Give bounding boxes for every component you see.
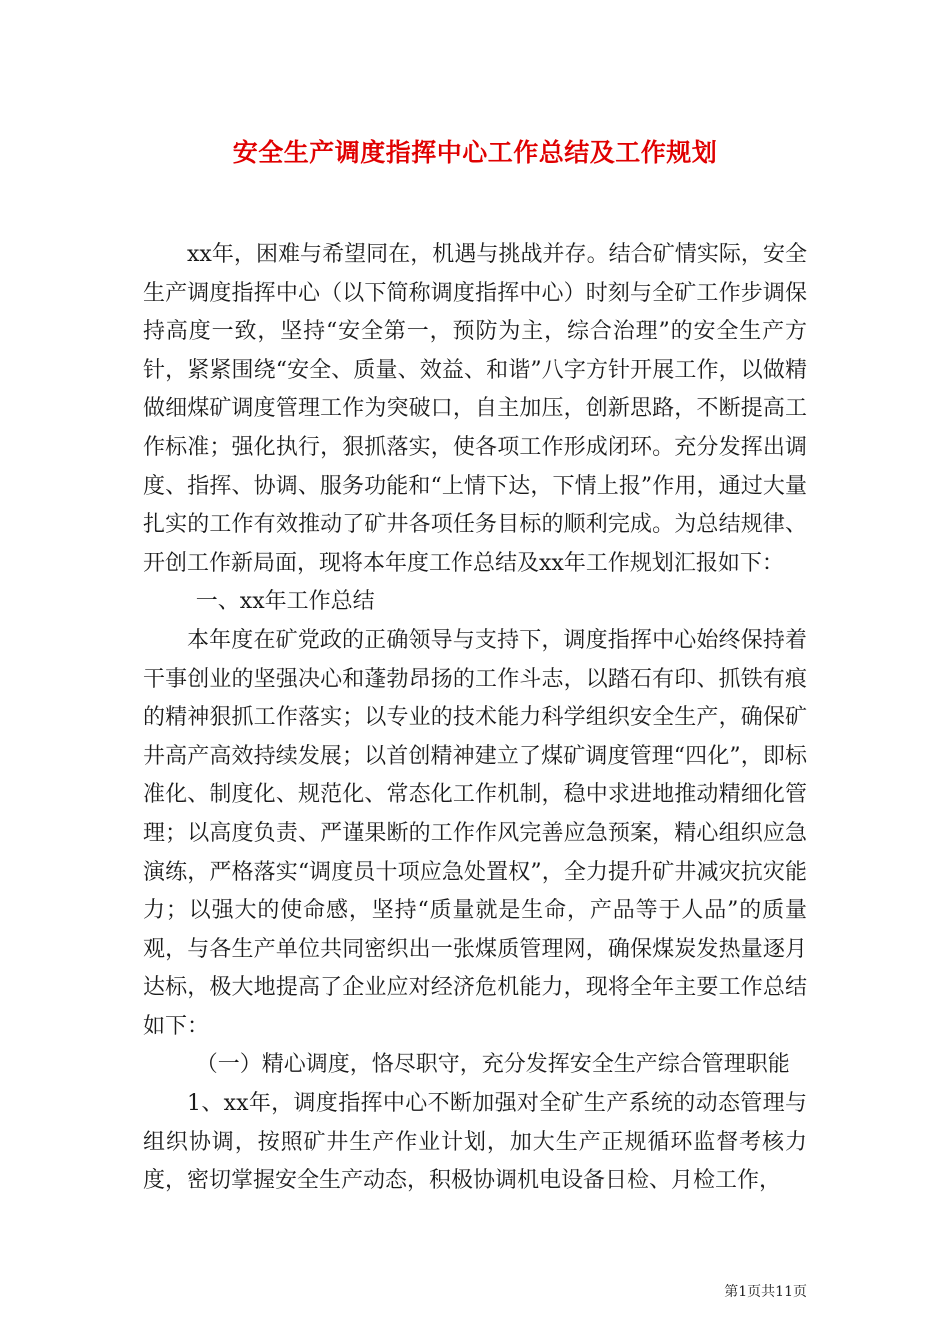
summary-paragraph: 本年度在矿党政的正确领导与支持下，调度指挥中心始终保持着干事创业的坚强决心和蓬勃昂扬的工作斗志，以踏石有印、抓铁有痕的精神狠抓工作落实；以专业的技术能力科学组织安全生产，确保矿井高产高效持续发展；以首创精神建立了煤矿调度管理“四化”，即标准化、制度化、规范化、常态化工作机制，稳中求进地推动精细化管理；以高度负责、严谨果断的工作作风完善应急预案，精心组织应急演练，严格落实“调度员十项应急处置权”，全力提升矿井减灾抗灾能力；以强大的使命感，坚持“质量就是生命，产品等于人品”的质量观，与各生产单位共同密织出一张煤质管理网，确保煤炭发热量逐月达标，极大地提高了企业应对经济危机能力，现将全年主要工作总结如下：: [143, 627, 807, 1039]
section-heading-summary: 一、xx年工作总结: [195, 589, 375, 615]
document-title: 安全生产调度指挥中心工作总结及工作规划: [232, 138, 718, 167]
subsection-heading-dispatch: （一）精心调度，恪尽职守，充分发挥安全生产综合管理职能: [195, 1052, 790, 1078]
item-paragraph-1: 1、xx年，调度指挥中心不断加强对全矿生产系统的动态管理与组织协调，按照矿井生产作业计划，加大生产正规循环监督考核力度，密切掌握安全生产动态，积极协调机电设备日检、月检工作，: [143, 1091, 807, 1194]
page-number: 第1页共11页: [724, 1284, 807, 1300]
document-body: [143, 236, 807, 1201]
intro-paragraph: xx年，困难与希望同在，机遇与挑战并存。结合矿情实际，安全生产调度指挥中心（以下简称调度指挥中心）时刻与全矿工作步调保持高度一致，坚持“安全第一，预防为主，综合治理”的安全生产方针，紧紧围绕“安全、质量、效益、和谐”八字方针开展工作，以做精做细煤矿调度管理工作为突破口，自主加压，创新思路，不断提高工作标准；强化执行，狠抓落实，使各项工作形成闭环。充分发挥出调度、指挥、协调、服务功能和“上情下达，下情上报”作用，通过大量扎实的工作有效推动了矿井各项任务目标的顺利完成。为总结规律、开创工作新局面，现将本年度工作总结及xx年工作规划汇报如下：: [143, 242, 807, 576]
